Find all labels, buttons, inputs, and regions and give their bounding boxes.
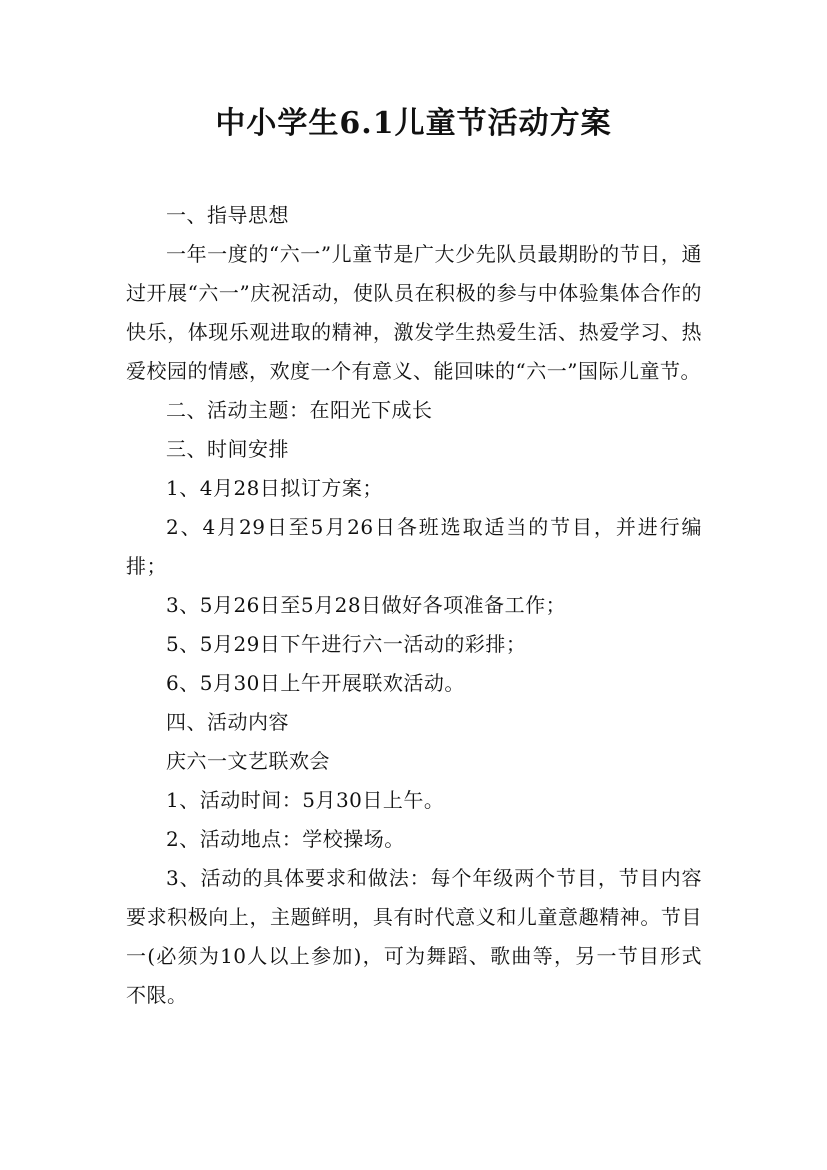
schedule-item: 2、4月29日至5月26日各班选取适当的节目，并进行编排； (126, 515, 702, 578)
section-heading-content: 四、活动内容 (166, 710, 289, 734)
document-title: 中小学生6.1儿童节活动方案 (215, 106, 612, 141)
schedule-item: 5、5月29日下午进行六一活动的彩排； (166, 632, 527, 656)
schedule-item: 1、4月28日拟订方案； (166, 476, 383, 500)
document-body (126, 196, 702, 1015)
schedule-item: 3、5月26日至5月28日做好各项准备工作； (166, 593, 567, 617)
section-heading-schedule: 三、时间安排 (166, 437, 289, 461)
content-item: 3、活动的具体要求和做法：每个年级两个节目，节目内容要求积极向上，主题鲜明，具有时代意义和儿童意趣精神。节目一(必须为10人以上参加)，可为舞蹈、歌曲等，另一节目形式不限。 (126, 866, 702, 1007)
section-heading-theme: 二、活动主题：在阳光下成长 (166, 398, 433, 422)
paragraph-guiding-thought: 一年一度的“六一”儿童节是广大少先队员最期盼的节日，通过开展“六一”庆祝活动，使队员在积极的参与中体验集体合作的快乐，体现乐观进取的精神，激发学生热爱生活、热爱学习、热爱校园的情感，欢度一个有意义、能回味的“六一”国际儿童节。 (126, 242, 702, 383)
content-item: 1、活动时间：5月30日上午。 (166, 788, 445, 812)
content-item: 2、活动地点：学校操场。 (166, 827, 405, 851)
content-subheading: 庆六一文艺联欢会 (166, 749, 330, 773)
section-heading-guiding-thought: 一、指导思想 (166, 203, 289, 227)
schedule-item: 6、5月30日上午开展联欢活动。 (166, 671, 465, 695)
